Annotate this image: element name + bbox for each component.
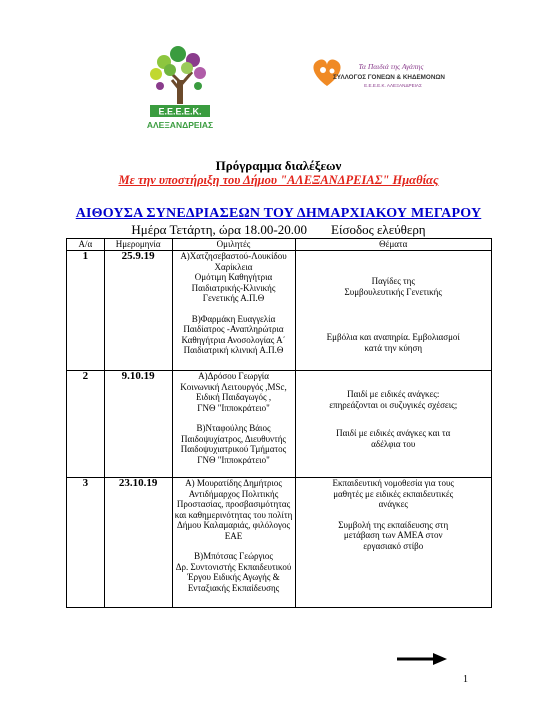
speaker-line: Αντιδήμαρχος Πολιτικής [188, 488, 279, 499]
speaker-line: Παιδιατρικής-Κλινικής [191, 282, 276, 293]
topics-cell [295, 251, 492, 371]
topic-line: ανάγκες [378, 499, 408, 509]
speaker-line: Καθηγήτρια Ανοσολογίας Α΄ [181, 334, 286, 345]
speaker-line: Παιδίατρος -Αναπληρώτρια [183, 324, 284, 334]
row-date: 9.10.19 [104, 371, 172, 478]
topic-line: αδέλφια του [371, 438, 416, 449]
speaker-line: Παιδοψυχίατρος, Διευθυντής [181, 433, 286, 444]
row-number: 2 [67, 371, 105, 478]
schedule-time: Ημέρα Τετάρτη, ώρα 18.00-20.00 [131, 222, 307, 237]
column-header: Α/α [67, 239, 105, 251]
logo-text-2: ΑΛΕΞΑΝΔΡΕΙΑΣ [146, 120, 214, 130]
speaker-line: Ειδική Παιδαγωγός , [195, 392, 272, 402]
column-header: Ομιλητές [172, 239, 295, 251]
program-subtitle: Με την υποστήριξη του Δήμου "ΑΛΕΞΑΝΔΡΕΙΑΣ" Ημαθίας [118, 173, 439, 187]
topic-line: κατά την κύηση [364, 342, 423, 353]
lecture-schedule-table [66, 238, 492, 608]
topic-line: Παιδί με ειδικές ανάγκες: [347, 389, 440, 399]
speaker-line: Ομότιμη Καθηγήτρια [194, 272, 273, 282]
logo-text-1: Ε.Ε.Ε.Ε.Κ. [158, 106, 202, 117]
topic-line: Εκπαιδευτική νομοθεσία για τους [332, 478, 454, 488]
table-row [67, 371, 492, 478]
speaker-line: και καθημερινότητας του πολίτη [174, 509, 293, 520]
speaker-line: ΓΝΘ "Ιπποκράτειο" [197, 402, 270, 413]
topic-line: μετάβαση των ΑΜΕΑ στον [343, 530, 443, 540]
column-header: Θέματα [295, 239, 492, 251]
speaker-line: Α)Χατζησεβαστού-Λουκίδου [180, 251, 287, 261]
schedule-line [0, 222, 557, 238]
program-title: Πρόγραμμα διαλέξεων [215, 158, 342, 173]
topic-line: επηρεάζονται οι συζυγικές σχέσεις; [329, 399, 458, 410]
speaker-line: Παιδιατρική κλινική Α.Π.Θ [183, 345, 284, 355]
speaker-line: Έργου Ειδικής Αγωγής & [187, 572, 280, 582]
topics-cell [295, 371, 492, 478]
speaker-line: Προστασίας, προσβασιμότητας [176, 499, 291, 509]
speaker-line: Δήμου Καλαμαριάς, φιλόλογος [176, 520, 291, 530]
row-date: 23.10.19 [104, 478, 172, 608]
speaker-line: ΕΑΕ [224, 530, 243, 541]
topic-line: Συμβολή της εκπαίδευσης στη [338, 519, 449, 530]
speaker-line: Β)Νταφούλης Βάιος [196, 423, 271, 433]
topic-line: εργασιακό στίβο [363, 540, 424, 551]
eeeek-alexandreia-logo [130, 40, 230, 132]
speakers-cell [172, 371, 295, 478]
speaker-line: Α) Μουρατίδης Δημήτριος [185, 478, 282, 488]
speaker-line: Δρ. Συντονιστής Εκπαιδευτικού [175, 561, 292, 572]
speaker-line: Κοινωνική Λειτουργός ,MSc, [180, 381, 287, 392]
logo-right-text-1: Τα Παιδιά της Αγάπης [358, 62, 424, 71]
speakers-cell [172, 251, 295, 371]
topic-line: Συμβουλευτικής Γενετικής [344, 286, 442, 297]
row-date: 25.9.19 [104, 251, 172, 371]
topic-line: Παιδί με ειδικές ανάγκες και τα [336, 428, 451, 438]
speaker-line: Β)Μπότσας Γεώργιος [194, 551, 273, 561]
speaker-line: Α)Δρόσου Γεωργία [198, 371, 269, 381]
speaker-line: Παιδοψυχιατρικού Τμήματος [180, 444, 287, 454]
table-header-row [67, 239, 492, 251]
free-entry: Είσοδος ελεύθερη [331, 222, 426, 237]
parents-association-logo [305, 56, 445, 104]
logo-right-text-2: ΣΥΛΛΟΓΟΣ ΓΟΝΕΩΝ & ΚΗΔΕΜΟΝΩΝ [333, 74, 445, 81]
speaker-line: Ενταξιακής Εκπαίδευσης [187, 582, 280, 593]
speaker-line: Β)Φαρμάκη Ευαγγελία [191, 313, 276, 324]
venue-heading: ΑΙΘΟΥΣΑ ΣΥΝΕΔΡΙΑΣΕΩΝ ΤΟΥ ΔΗΜΑΡΧΙΑΚΟΥ ΜΕΓΑΡΟΥ [75, 206, 482, 221]
logo-right-text-3: Ε.Ε.Ε.Ε.Κ. ΑΛΕΞΑΝΔΡΕΙΑΣ [364, 83, 422, 88]
table-row [67, 478, 492, 608]
speaker-line: ΓΝΘ "Ιπποκράτειο" [197, 454, 270, 465]
speakers-cell [172, 478, 295, 608]
page-number: 1 [463, 674, 468, 685]
row-number: 1 [67, 251, 105, 371]
topic-line: Εμβόλια και αναπηρία. Εμβολιασμοί [326, 332, 460, 342]
topic-line: μαθητές με ειδικές εκπαιδευτικές [333, 488, 454, 499]
table-row [67, 251, 492, 371]
row-number: 3 [67, 478, 105, 608]
speaker-line: Χαρίκλεια [214, 261, 253, 272]
speaker-line: Γενετικής Α.Π.Θ [202, 293, 265, 303]
topic-line: Παγίδες της [371, 276, 415, 286]
arrow-right-icon [397, 652, 447, 664]
topics-cell [295, 478, 492, 608]
column-header: Ημερομηνία [104, 239, 172, 251]
